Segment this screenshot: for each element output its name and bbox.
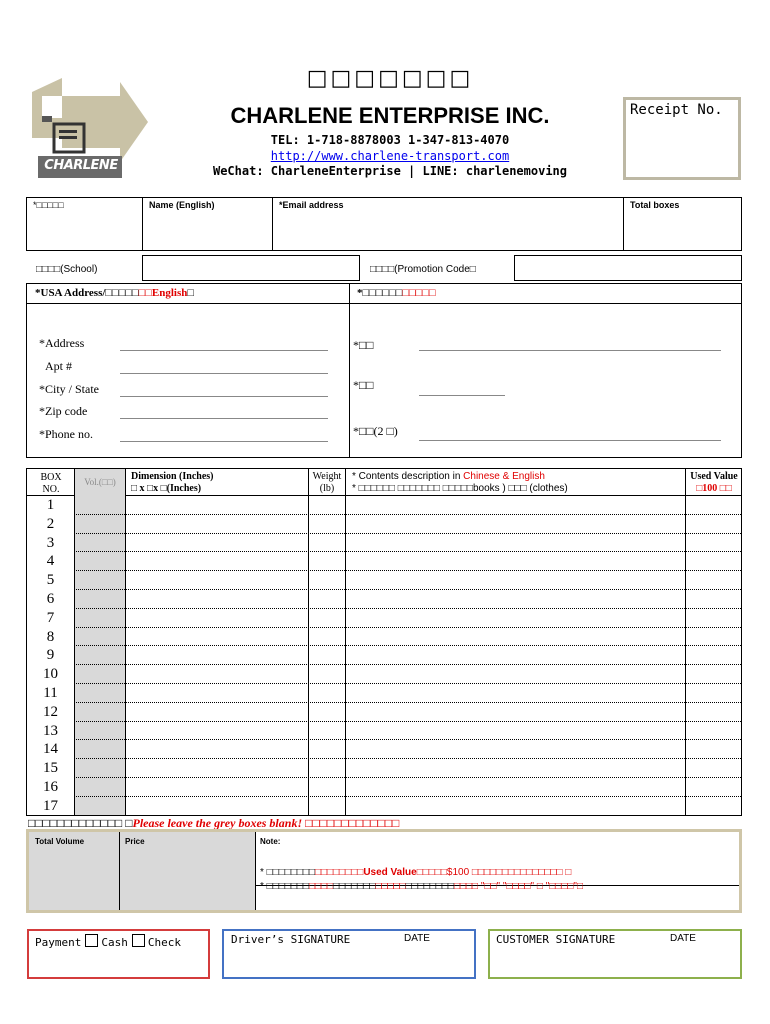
box-number: 2 bbox=[46, 515, 55, 532]
school-label: □□□□(School) bbox=[36, 264, 98, 275]
table-row[interactable] bbox=[27, 797, 741, 816]
table-row[interactable] bbox=[27, 571, 741, 590]
apt-input[interactable] bbox=[120, 373, 328, 374]
receipt-label: Receipt No. bbox=[630, 102, 723, 118]
apt-label: Apt # bbox=[45, 359, 72, 373]
weight-header: Weight bbox=[312, 471, 342, 482]
box-number: 6 bbox=[46, 591, 55, 607]
note-line-2: * □□□□□□□□□□□□□□□□□□□□□□□□□□□□□□□□□□□ "□□" "□□□□" □ "□□□□"□ bbox=[260, 881, 583, 892]
summary-box bbox=[26, 829, 742, 913]
contents-subheader: * □□□□□□ □□□□□□□ □□□□□books ) □□□ (clothes) bbox=[352, 483, 568, 494]
wechat-line: WeChat: CharleneEnterprise | LINE: charlenemoving bbox=[212, 164, 567, 178]
vol-header: Vol.(□□) bbox=[84, 477, 116, 487]
payment-box bbox=[27, 929, 210, 979]
box-number: 5 bbox=[46, 572, 55, 589]
website-link[interactable]: http://www.charlene-transport.com bbox=[270, 149, 510, 163]
customer-date-label: DATE bbox=[670, 933, 696, 944]
driver-signature-box[interactable] bbox=[222, 929, 476, 979]
address-section bbox=[26, 283, 742, 458]
table-row[interactable] bbox=[27, 740, 741, 759]
phone-label: *Phone no. bbox=[39, 427, 93, 441]
customer-info-table bbox=[26, 197, 742, 251]
table-row[interactable] bbox=[27, 665, 741, 684]
driver-signature-label: Driver’s SIGNATURE bbox=[231, 933, 351, 946]
promo-code-input[interactable] bbox=[514, 255, 742, 281]
zip-input[interactable] bbox=[120, 418, 328, 419]
box-number: 16 bbox=[43, 779, 58, 795]
box-number: 15 bbox=[43, 760, 58, 777]
weight-unit-header: (lb) bbox=[319, 483, 335, 494]
box-number: 9 bbox=[46, 647, 55, 664]
city-state-label: *City / State bbox=[39, 382, 99, 396]
chinese-title: □□□□□□□ bbox=[306, 66, 474, 91]
box-table bbox=[26, 468, 742, 816]
cn-field2-label: *□□ bbox=[353, 378, 374, 392]
payment-label: Payment bbox=[35, 936, 82, 949]
table-row[interactable] bbox=[27, 628, 741, 647]
table-row[interactable] bbox=[27, 496, 741, 515]
dimension-subheader: □ x □x □(Inches) bbox=[131, 483, 202, 494]
box-number: 11 bbox=[43, 685, 58, 701]
promo-label: □□□□(Promotion Code□ bbox=[370, 264, 476, 275]
city-state-input[interactable] bbox=[120, 396, 328, 397]
box-number: 14 bbox=[43, 741, 58, 758]
table-row[interactable] bbox=[27, 515, 741, 534]
name-en-cell[interactable] bbox=[143, 198, 273, 250]
payment-options bbox=[35, 934, 181, 949]
usa-address-heading: *USA Address/□□□□□□□English□ bbox=[35, 287, 195, 299]
table-row[interactable] bbox=[27, 703, 741, 722]
customer-signature-box[interactable] bbox=[488, 929, 742, 979]
table-row[interactable] bbox=[27, 590, 741, 609]
telephone: TEL: 1-718-8878003 1-347-813-4070 bbox=[270, 133, 510, 147]
cn-field1-input[interactable] bbox=[419, 350, 721, 351]
school-input[interactable] bbox=[142, 255, 360, 281]
note-line-1: * □□□□□□□□□□□□□□□□Used Value□□□□□$100 □□□□□□□□□□□□□□□ □ bbox=[260, 867, 572, 878]
china-address-heading: *□□□□□□□□□□□ bbox=[357, 287, 436, 299]
cn-field3-input[interactable] bbox=[419, 440, 721, 441]
box-number: 10 bbox=[43, 666, 58, 683]
email-cell[interactable] bbox=[273, 198, 624, 250]
receipt-box bbox=[623, 97, 741, 180]
box-number: 8 bbox=[46, 628, 55, 645]
check-checkbox[interactable] bbox=[132, 934, 145, 947]
table-row[interactable] bbox=[27, 646, 741, 665]
company-logo bbox=[22, 78, 150, 182]
name-cn-cell[interactable] bbox=[27, 198, 143, 250]
box-number: 4 bbox=[46, 553, 55, 570]
address-input[interactable] bbox=[120, 350, 328, 351]
box-number: 12 bbox=[43, 703, 58, 720]
check-label: Check bbox=[147, 936, 181, 949]
total-boxes-label: Total boxes bbox=[630, 200, 680, 210]
company-name: CHARLENE ENTERPRISE INC. bbox=[230, 103, 550, 128]
box-number: 1 bbox=[46, 497, 55, 513]
phone-input[interactable] bbox=[120, 441, 328, 442]
cn-field2-input[interactable] bbox=[419, 395, 505, 396]
total-boxes-cell[interactable] bbox=[624, 198, 741, 250]
email-label: *Email address bbox=[279, 200, 344, 210]
table-row[interactable] bbox=[27, 534, 741, 553]
box-number: 17 bbox=[43, 797, 58, 814]
name-en-label: Name (English) bbox=[149, 200, 215, 210]
total-volume-label: Total Volume bbox=[35, 837, 85, 846]
table-row[interactable] bbox=[27, 778, 741, 797]
logo-text: CHARLENE bbox=[44, 158, 118, 173]
price-label: Price bbox=[125, 837, 145, 846]
cn-field1-label: *□□ bbox=[353, 338, 374, 352]
name-cn-label: *□□□□□ bbox=[33, 200, 64, 210]
box-number: 13 bbox=[43, 722, 58, 739]
dimension-header: Dimension (Inches) bbox=[131, 471, 214, 482]
table-row[interactable] bbox=[27, 684, 741, 703]
used-value-limit: □100 □□ bbox=[696, 483, 732, 494]
table-row[interactable] bbox=[27, 552, 741, 571]
box-number: 7 bbox=[46, 609, 55, 626]
driver-date-label: DATE bbox=[404, 933, 430, 944]
cn-field3-label: *□□(2 □) bbox=[353, 424, 398, 438]
box-no-header: BOX NO. bbox=[40, 472, 62, 495]
contents-header: * Contents description in Chinese & English bbox=[352, 471, 545, 482]
zip-label: *Zip code bbox=[39, 404, 88, 418]
note-label: Note: bbox=[260, 837, 281, 846]
address-label: *Address bbox=[39, 336, 85, 350]
grey-box-notice: □□□□□□□□□□□□□ □Please leave the grey boxes blank! □□□□□□□□□□□□□ bbox=[28, 816, 400, 830]
cash-label: Cash bbox=[101, 936, 128, 949]
cash-checkbox[interactable] bbox=[85, 934, 98, 947]
box-number: 3 bbox=[46, 534, 55, 551]
used-value-header: Used Value bbox=[690, 471, 738, 482]
table-row[interactable] bbox=[27, 759, 741, 778]
table-row[interactable] bbox=[27, 722, 741, 741]
table-row[interactable] bbox=[27, 609, 741, 628]
customer-signature-label: CUSTOMER SIGNATURE bbox=[496, 933, 616, 946]
